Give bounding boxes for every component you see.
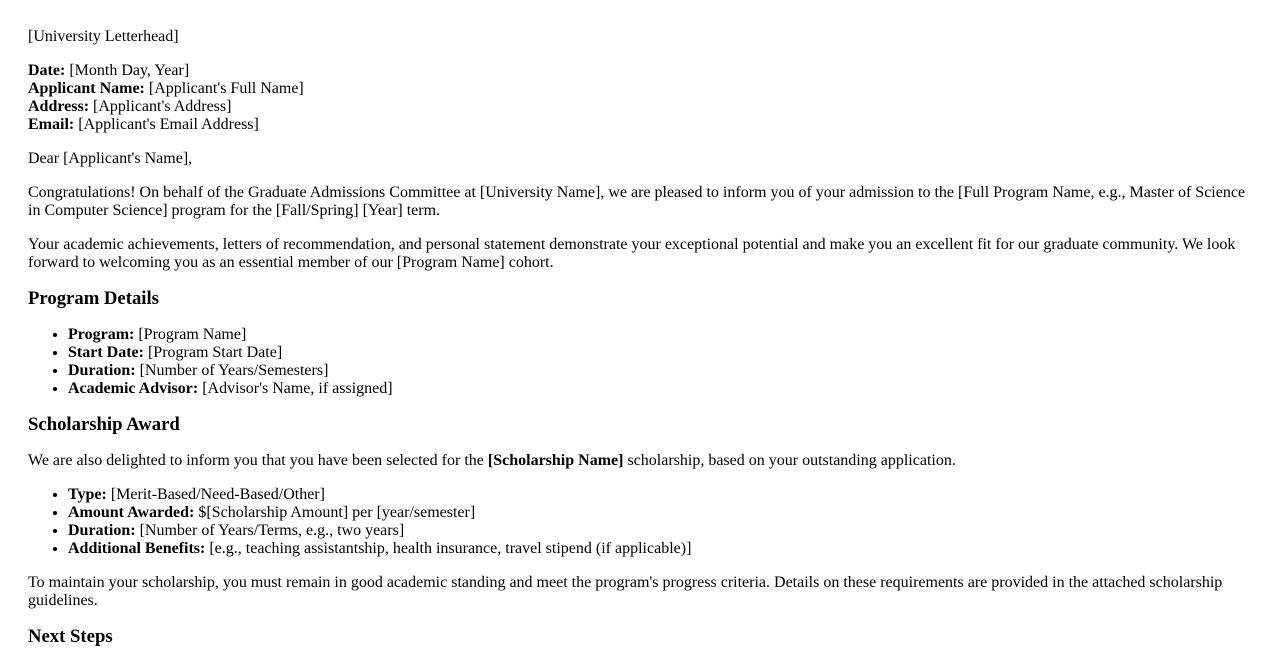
scholarship-maintain-paragraph: To maintain your scholarship, you must remain in good academic standing and meet the program's progress criteria. Details on these requirements are provided in the attached scholarship guidelines. xyxy=(28,574,1223,609)
list-item xyxy=(68,362,1250,380)
field-value: [Applicant's Address] xyxy=(89,98,232,115)
item-value: [Program Start Date] xyxy=(143,344,283,361)
field-label: Address: xyxy=(28,98,90,115)
item-value: [Number of Years/Semesters] xyxy=(135,362,329,379)
list-item xyxy=(68,486,1250,504)
item-value: [Merit-Based/Need-Based/Other] xyxy=(106,486,325,503)
list-item xyxy=(68,380,1250,398)
item-label: Additional Benefits: xyxy=(68,540,206,557)
program-details-list xyxy=(28,326,1250,398)
scholarship-name: [Scholarship Name] xyxy=(487,452,624,469)
scholarship-list xyxy=(28,486,1250,558)
field-applicant-name xyxy=(28,80,1250,98)
list-item xyxy=(68,344,1250,362)
item-value: [e.g., teaching assistantship, health insurance, travel stipend (if applicable)] xyxy=(205,540,692,557)
intro-text: We are also delighted to inform you that you have been selected for the xyxy=(28,452,488,469)
item-label: Type: xyxy=(68,486,107,503)
scholarship-intro xyxy=(28,452,1250,470)
item-label: Academic Advisor: xyxy=(68,380,199,397)
list-item xyxy=(68,326,1250,344)
item-label: Start Date: xyxy=(68,344,144,361)
item-label: Amount Awarded: xyxy=(68,504,195,521)
item-value: [Number of Years/Terms, e.g., two years] xyxy=(135,522,405,539)
letterhead: [University Letterhead] xyxy=(28,28,179,45)
program-details-heading: Program Details xyxy=(28,288,159,309)
list-item xyxy=(68,522,1250,540)
field-label: Applicant Name: xyxy=(28,80,145,97)
congratulations-paragraph: Congratulations! On behalf of the Graduate Admissions Committee at [University Name], we are pleased to inform you of your admission to the [Full Program Name, e.g., Master of Science in Computer Science] program for the [Fall/Spring] [Year] term. xyxy=(28,184,1246,219)
list-item xyxy=(68,504,1250,522)
field-label: Email: xyxy=(28,116,75,133)
field-email xyxy=(28,116,1250,134)
field-label: Date: xyxy=(28,62,66,79)
list-item xyxy=(68,540,1250,558)
field-value: [Applicant's Email Address] xyxy=(74,116,259,133)
item-value: [Advisor's Name, if assigned] xyxy=(198,380,393,397)
field-address xyxy=(28,98,1250,116)
scholarship-heading: Scholarship Award xyxy=(28,414,180,435)
item-value: [Program Name] xyxy=(134,326,247,343)
next-steps-heading: Next Steps xyxy=(28,626,113,647)
field-date xyxy=(28,62,1250,80)
achievements-paragraph: Your academic achievements, letters of recommendation, and personal statement demonstrate your exceptional potential and make you an excellent fit for our graduate community. We look forward to welcoming you as an essential member of our [Program Name] cohort. xyxy=(28,236,1236,271)
field-value: [Month Day, Year] xyxy=(65,62,190,79)
item-label: Duration: xyxy=(68,362,136,379)
salutation: Dear [Applicant's Name], xyxy=(28,150,193,167)
item-label: Program: xyxy=(68,326,135,343)
intro-text: scholarship, based on your outstanding application. xyxy=(623,452,956,469)
field-value: [Applicant's Full Name] xyxy=(144,80,304,97)
item-label: Duration: xyxy=(68,522,136,539)
recipient-fields xyxy=(28,62,1250,134)
item-value: $[Scholarship Amount] per [year/semester] xyxy=(194,504,476,521)
